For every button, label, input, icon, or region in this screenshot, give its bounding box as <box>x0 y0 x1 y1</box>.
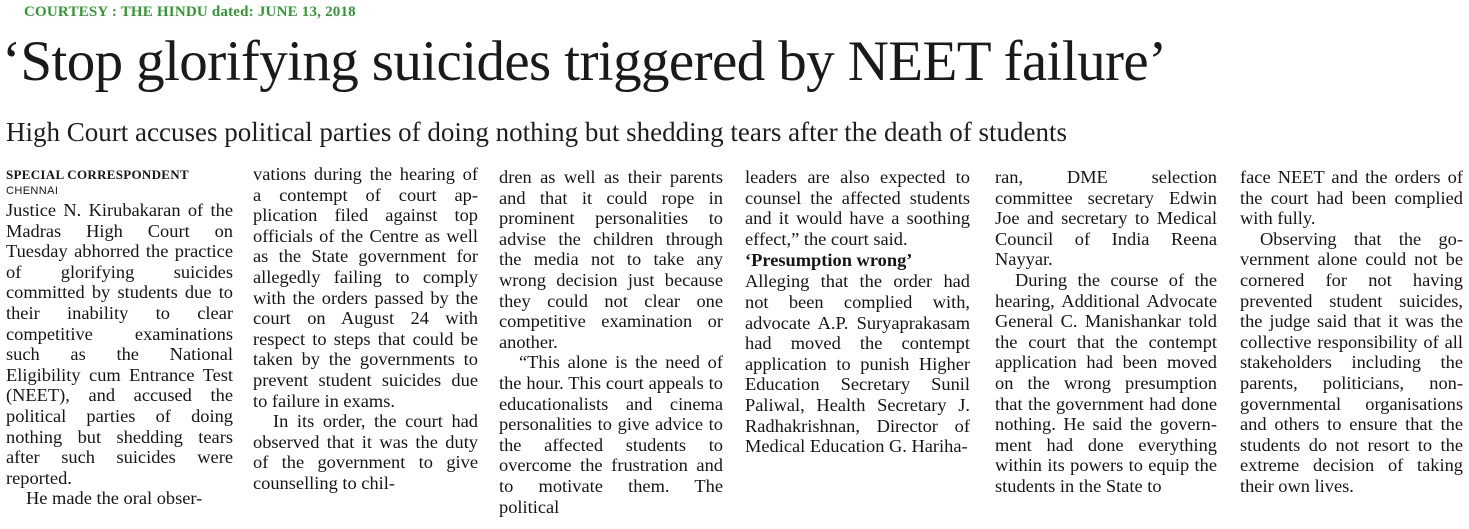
column-4-paragraph-1: leaders are also expected to counsel the affected students and it would have a soothing effect,” the court said. <box>745 167 970 249</box>
section-subhead: ‘Presumption wrong’ <box>745 250 913 271</box>
article-column-6 <box>1240 167 1463 529</box>
column-2-paragraph-2: In its order, the court had observed that it was the duty of the government to give counselling to chil- <box>253 411 478 493</box>
dateline: CHENNAI <box>6 185 59 197</box>
article-column-2 <box>253 164 478 526</box>
article-column-1 <box>6 164 233 526</box>
headline: ‘Stop glorifying suicides triggered by NEET failure’ <box>2 30 1167 93</box>
byline: SPECIAL CORRESPONDENT <box>6 167 189 182</box>
column-1-paragraph-1: Justice N. Kirubakaran of the Madras High Court on Tuesday abhorred the practice of glorifying suicides committed by students due to their inability to clear competitive examinations such as the National Eligibility cum Entrance Test (NEET), and accused the political parties of doing nothing but shedding tears after such suicides were reported. <box>6 200 233 488</box>
article-column-4 <box>745 167 970 529</box>
article-column-3 <box>499 167 723 529</box>
column-4-paragraph-2: Alleging that the order had not been complied with, advocate A.P. Suryaprakasam had moved the contempt application to punish Higher Education Secretary Sunil Paliwal, Health Secretary J. Radhakrishnan, Director of Medical Education G. Hariha- <box>745 271 970 457</box>
column-6-paragraph-1: face NEET and the orders of the court had been complied with fully. <box>1240 167 1463 229</box>
column-3-paragraph-2: “This alone is the need of the hour. This court appeals to educationalists and cinema personalities to give advice to the affected students to overcome the frustration and to motivate them. The political <box>499 352 723 517</box>
article-column-5 <box>995 167 1217 529</box>
column-3-paragraph-1: dren as well as their parents and that it could rope in prominent personalities to advise the children through the media not to take any wrong decision just because they could not clear one competitive examination or another. <box>499 167 723 352</box>
subheadline: High Court accuses political parties of doing nothing but shedding tears after the death of students <box>6 117 1068 147</box>
column-2-paragraph-1: vations during the hearing of a contempt of court application filed against top officials of the Centre as well as the State government for allegedly failing to comply with the orders passed by the court on August 24 with respect to steps that could be taken by the governments to prevent student suicides due to failure in exams. <box>253 164 478 411</box>
column-5-paragraph-2: During the course of the hearing, Additional Advocate General C. Manishankar told the court that the contempt application had been moved on the wrong presumption that the government had done nothing. He said the government had done everything within its powers to equip the students in the State to <box>995 269 1217 496</box>
courtesy-note: COURTESY : THE HINDU dated: JUNE 13, 2018 <box>24 4 356 20</box>
column-5-paragraph-1: ran, DME selection committee secretary Edwin Joe and secretary to Medical Council of India Reena Nayyar. <box>995 167 1217 270</box>
column-6-paragraph-2: Observing that the government alone could not be cornered for not having prevented student suicides, the judge said that it was the collective responsibility of all stakeholders including the parents, politicians, non-governmental organisations and others to ensure that the students do not resort to the extreme decision of taking their own lives. <box>1240 228 1463 496</box>
column-1-paragraph-2: He made the oral obser- <box>26 488 203 509</box>
